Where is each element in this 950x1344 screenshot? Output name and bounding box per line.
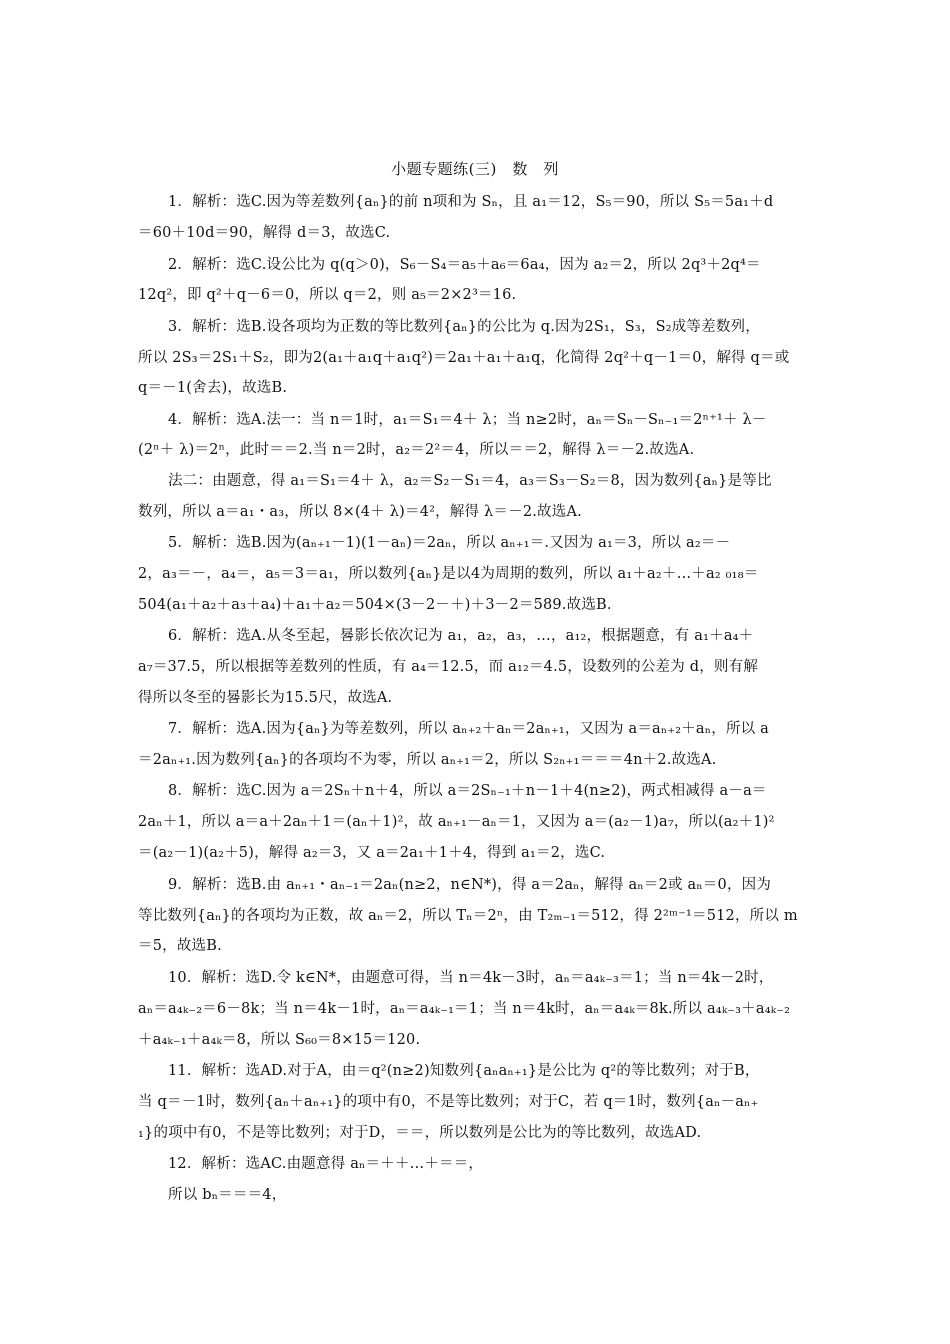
text-line: 2，a₃＝－，a₄＝，a₅＝3＝a₁，所以数列{aₙ}是以4为周期的数列，所以 a₁＋a₂＋…＋a₂ ₀₁₈＝	[138, 566, 759, 582]
text-line: ＝5，故选B.	[138, 938, 222, 954]
text-line: 所以 2S₃＝2S₁＋S₂，即为2(a₁＋a₁q＋a₁q²)＝2a₁＋a₁＋a₁q，化简得 2q²＋q－1＝0，解得 q＝或	[138, 350, 790, 366]
text-line: 7．解析：选A.因为{aₙ}为等差数列，所以 aₙ₊₂＋aₙ＝2aₙ₊₁，又因为 a＝aₙ₊₂＋aₙ，所以 a	[168, 721, 770, 737]
text-line: ＝(a₂－1)(a₂＋5)，解得 a₂＝3，又 a＝2a₁＋1＋4，得到 a₁＝2，选C.	[138, 845, 606, 861]
text-line: 所以 bₙ＝＝＝4，	[168, 1187, 287, 1203]
text-line: 等比数列{aₙ}的各项均为正数，故 aₙ＝2，所以 Tₙ＝2ⁿ，由 T₂ₘ₋₁＝512，得 2²ᵐ⁻¹＝512，所以 m	[138, 908, 798, 924]
text-line: 504(a₁＋a₂＋a₃＋a₄)＋a₁＋a₂＝504×(3－2－＋)＋3－2＝589.故选B.	[138, 597, 612, 613]
text-line: 11．解析：选AD.对于A，由＝q²(n≥2)知数列{aₙaₙ₊₁}是公比为 q²的等比数列；对于B，	[168, 1063, 760, 1079]
text-line: ＝2aₙ₊₁.因为数列{aₙ}的各项均不为零，所以 aₙ₊₁＝2，所以 S₂ₙ₊₁＝＝＝4n＋2.故选A.	[138, 752, 717, 768]
text-line: a₇＝37.5，所以根据等差数列的性质，有 a₄＝12.5，而 a₁₂＝4.5，设数列的公差为 d，则有解	[138, 659, 759, 675]
text-line: (2ⁿ＋ λ)＝2ⁿ，此时＝＝2.当 n＝2时，a₂＝2²＝4，所以＝＝2，解得 λ＝－2.故选A.	[138, 442, 695, 458]
text-line: q＝－1(舍去)，故选B.	[138, 380, 288, 396]
text-line: 6．解析：选A.从冬至起，晷影长依次记为 a₁，a₂，a₃，…，a₁₂，根据题意，有 a₁＋a₄＋	[168, 628, 754, 644]
text-line: 12q²，即 q²＋q－6＝0，所以 q＝2，则 a₅＝2×2³＝16.	[138, 287, 517, 303]
text-line: 得所以冬至的晷影长为15.5尺，故选A.	[138, 690, 393, 706]
text-line: 数列，所以 a＝a₁・a₃，所以 8×(4＋ λ)＝4²，解得 λ＝－2.故选A.	[138, 504, 582, 520]
text-line: ₁}的项中有0，不是等比数列；对于D，＝＝，所以数列是公比为的等比数列，故选AD.	[138, 1125, 702, 1141]
text-line: 1．解析：选C.因为等差数列{aₙ}的前 n项和为 Sₙ，且 a₁＝12，S₅＝90，所以 S₅＝5a₁＋d	[168, 194, 774, 210]
text-line: 10．解析：选D.令 k∈N*，由题意可得，当 n＝4k－3时，aₙ＝a₄ₖ₋₃＝1；当 n＝4k－2时，	[168, 970, 774, 986]
text-line: ＝60＋10d＝90，解得 d＝3，故选C.	[138, 225, 391, 241]
text-line: 5．解析：选B.因为(aₙ₊₁－1)(1－aₙ)＝2aₙ，所以 aₙ₊₁＝.又因为 a₁＝3，所以 a₂＝－	[168, 535, 731, 551]
text-line: ＋a₄ₖ₋₁＋a₄ₖ＝8，所以 S₆₀＝8×15＝120.	[138, 1032, 421, 1048]
text-line: 2aₙ＋1，所以 a＝a＋2aₙ＋1＝(aₙ＋1)²，故 aₙ₊₁－aₙ＝1，又因为 a＝(a₂－1)a₇，所以(a₂＋1)²	[138, 814, 775, 830]
text-line: 法二：由题意，得 a₁＝S₁＝4＋ λ，a₂＝S₂－S₁＝4，a₃＝S₃－S₂＝8，因为数列{aₙ}是等比	[168, 473, 772, 489]
text-line: 4．解析：选A.法一：当 n＝1时，a₁＝S₁＝4＋ λ；当 n≥2时，aₙ＝Sₙ－Sₙ₋₁＝2ⁿ⁺¹＋ λ－	[168, 412, 767, 428]
text-line: aₙ＝a₄ₖ₋₂＝6－8k；当 n＝4k－1时，aₙ＝a₄ₖ₋₁＝1；当 n＝4k时，aₙ＝a₄ₖ＝8k.所以 a₄ₖ₋₃＋a₄ₖ₋₂	[138, 1001, 791, 1017]
text-line: 当 q＝－1时，数列{aₙ＋aₙ₊₁}的项中有0，不是等比数列；对于C，若 q＝1时，数列{aₙ－aₙ₊	[138, 1094, 759, 1110]
text-line: 9．解析：选B.由 aₙ₊₁・aₙ₋₁＝2aₙ(n≥2，n∈N*)，得 a＝2aₙ，解得 aₙ＝2或 aₙ＝0，因为	[168, 877, 772, 893]
text-line: 12．解析：选AC.由题意得 aₙ＝＋＋…＋＝＝，	[168, 1156, 484, 1172]
text-line: 2．解析：选C.设公比为 q(q＞0)，S₆－S₄＝a₅＋a₆＝6a₄，因为 a₂＝2，所以 2q³＋2q⁴＝	[168, 257, 761, 273]
page-title: 小题专题练(三) 数 列	[391, 160, 559, 178]
text-line: 8．解析：选C.因为 a＝2Sₙ＋n＋4，所以 a＝2Sₙ₋₁＋n－1＋4(n≥2)，两式相减得 a－a＝	[168, 783, 767, 799]
text-line: 3．解析：选B.设各项均为正数的等比数列{aₙ}的公比为 q.因为2S₁，S₃，S₂成等差数列，	[168, 319, 760, 335]
